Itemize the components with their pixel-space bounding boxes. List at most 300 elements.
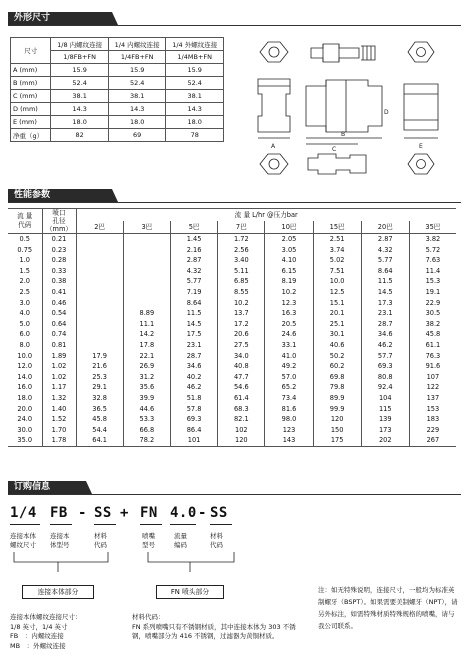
flow-value-cell xyxy=(76,245,123,256)
flow-value-cell xyxy=(123,266,170,277)
flow-table-row xyxy=(8,351,456,362)
flow-value-cell: 11.4 xyxy=(425,266,441,275)
flow-value-cell: 79.8 xyxy=(313,382,361,393)
flow-value-cell: 24.6 xyxy=(265,329,313,340)
flow-value-cell: 40.6 xyxy=(313,340,361,351)
flow-value-cell: 80.8 xyxy=(361,372,409,383)
flow-value-cell: 120 xyxy=(313,414,361,425)
nozzle-front-view-1 xyxy=(258,79,290,132)
flow-value-cell: 29.1 xyxy=(76,382,123,393)
flow-value-cell: 15.1 xyxy=(313,298,361,309)
flow-code-cell: 16.0 xyxy=(8,382,42,393)
box-body-part: 连接本体部分 xyxy=(22,585,94,599)
flow-value-cell: 45.8 xyxy=(425,330,441,339)
orifice-cell: 1.70 xyxy=(42,425,76,436)
dim-cell: 38.1 xyxy=(166,90,224,103)
flow-value-cell xyxy=(76,287,123,298)
flow-value-cell: 104 xyxy=(361,393,409,404)
orifice-cell: 0.23 xyxy=(42,245,76,256)
orifice-cell: 0.38 xyxy=(42,276,76,287)
flow-value-cell: 57.8 xyxy=(170,404,217,415)
flow-code-cell: 20.0 xyxy=(8,404,42,415)
flow-value-cell: 7.19 xyxy=(170,287,217,298)
flow-value-cell: 5.77 xyxy=(361,255,409,266)
flow-code-cell: 2.0 xyxy=(8,276,42,287)
flow-value-cell: 5.72 xyxy=(425,245,441,254)
dim-row-label: A (mm) xyxy=(11,64,51,77)
orifice-cell: 0.74 xyxy=(42,329,76,340)
flow-value-cell: 5.02 xyxy=(313,255,361,266)
order-label: 喷嘴 型号 xyxy=(142,532,155,549)
flow-value-cell: 38.2 xyxy=(425,319,441,328)
pressure-header: 20巴 xyxy=(361,221,409,234)
flow-value-cell: 25.1 xyxy=(313,319,361,330)
flow-code-cell: 12.0 xyxy=(8,361,42,372)
pressure-header: 2巴 xyxy=(76,221,123,234)
dim-table-row xyxy=(11,90,224,103)
flow-value-cell: 8.55 xyxy=(218,287,265,298)
flow-code-cell: 24.0 xyxy=(8,414,42,425)
dim-cell: 14.3 xyxy=(51,103,109,116)
flow-code-cell: 4.0 xyxy=(8,308,42,319)
flow-value-cell: 6.85 xyxy=(218,276,265,287)
pressure-header: 3巴 xyxy=(123,221,170,234)
flow-value-cell: 16.3 xyxy=(265,308,313,319)
flow-table-row xyxy=(8,393,456,404)
flow-table-row xyxy=(8,414,456,425)
flow-table-row xyxy=(8,266,456,277)
flow-value-cell: 183 xyxy=(426,415,440,424)
flow-value-cell: 3.05 xyxy=(265,245,313,256)
flow-value-cell: 54.4 xyxy=(76,425,123,436)
dim-table-row xyxy=(11,77,224,90)
flow-value-cell: 11.5 xyxy=(170,308,217,319)
flow-value-cell: 10.2 xyxy=(265,287,313,298)
section-header-dimensions xyxy=(8,12,112,25)
flow-value-cell: 173 xyxy=(361,425,409,436)
flow-table-row xyxy=(8,382,456,393)
material-code-info xyxy=(132,613,304,642)
dim-cell: 69 xyxy=(108,129,166,142)
flow-value-cell xyxy=(76,340,123,351)
flow-value-cell xyxy=(123,255,170,266)
pressure-header: 15巴 xyxy=(313,221,361,234)
dim-row-label: 净重（g） xyxy=(11,129,51,142)
flow-value-cell: 32.8 xyxy=(76,393,123,404)
flow-value-cell: 10.2 xyxy=(218,298,265,309)
dim-cell: 52.4 xyxy=(166,77,224,90)
flow-value-cell: 64.1 xyxy=(76,435,123,446)
flow-code-cell: 30.0 xyxy=(8,425,42,436)
flow-value-cell xyxy=(123,245,170,256)
orifice-cell: 1.17 xyxy=(42,382,76,393)
flow-value-cell: 122 xyxy=(426,383,440,392)
flow-value-cell: 26.9 xyxy=(123,361,170,372)
flow-value-cell: 34.0 xyxy=(218,351,265,362)
flow-value-cell: 89.9 xyxy=(313,393,361,404)
orifice-cell: 0.21 xyxy=(42,234,76,245)
flow-value-cell xyxy=(123,276,170,287)
flow-value-cell: 73.4 xyxy=(265,393,313,404)
flow-value-cell: 41.0 xyxy=(265,351,313,362)
flow-value-cell xyxy=(76,276,123,287)
flow-code-cell: 2.5 xyxy=(8,287,42,298)
flow-table-row xyxy=(8,329,456,340)
flow-value-cell: 123 xyxy=(265,425,313,436)
orifice-cell: 0.64 xyxy=(42,319,76,330)
flow-table-row xyxy=(8,245,456,256)
dim-table-row xyxy=(11,103,224,116)
flow-value-cell: 3.74 xyxy=(313,245,361,256)
flow-table-row xyxy=(8,404,456,415)
flow-value-cell: 2.51 xyxy=(313,234,361,245)
flow-value-cell: 34.6 xyxy=(361,329,409,340)
dim-cell: 15.9 xyxy=(51,64,109,77)
flow-value-cell xyxy=(76,255,123,266)
col-header-orifice: 喷口 孔径 （mm） xyxy=(42,209,76,234)
orifice-cell: 0.46 xyxy=(42,298,76,309)
body-thread-title: 连接本体螺纹连接尺寸： xyxy=(10,613,82,621)
order-label: 连接本 体型号 xyxy=(50,532,70,549)
dim-table-row xyxy=(11,64,224,77)
nozzle-long-view-1 xyxy=(306,80,382,132)
flow-value-cell xyxy=(76,319,123,330)
body-thread-info xyxy=(10,613,120,651)
flow-code-cell: 0.75 xyxy=(8,245,42,256)
section-divider xyxy=(8,494,461,495)
flow-code-cell: 8.0 xyxy=(8,340,42,351)
flow-value-cell: 102 xyxy=(218,425,265,436)
flow-code-cell: 10.0 xyxy=(8,351,42,362)
flow-value-cell: 150 xyxy=(313,425,361,436)
flow-value-cell: 46.2 xyxy=(361,340,409,351)
order-underline xyxy=(210,524,232,525)
dim-row-label: D (mm) xyxy=(11,103,51,116)
flow-value-cell: 21.6 xyxy=(76,361,123,372)
dim-cell: 38.1 xyxy=(51,90,109,103)
flow-table-row xyxy=(8,287,456,298)
flow-table-row xyxy=(8,255,456,266)
pressure-header: 7巴 xyxy=(218,221,265,234)
dim-table-row xyxy=(11,129,224,142)
flow-value-cell: 30.5 xyxy=(425,309,441,318)
flow-value-cell xyxy=(76,329,123,340)
flow-value-cell: 137 xyxy=(426,393,440,402)
flow-value-cell: 28.7 xyxy=(361,319,409,330)
flow-code-cell: 1.0 xyxy=(8,255,42,266)
order-part-dash: - xyxy=(198,505,207,521)
flow-value-cell: 12.3 xyxy=(265,298,313,309)
flow-value-cell: 8.89 xyxy=(123,308,170,319)
flow-value-cell: 51.8 xyxy=(170,393,217,404)
flow-value-cell: 175 xyxy=(313,435,361,446)
flow-value-cell: 86.4 xyxy=(170,425,217,436)
dim-col-subheader: 1/4MB+FN xyxy=(166,51,224,64)
flow-value-cell: 2.87 xyxy=(361,234,409,245)
flow-value-cell: 5.11 xyxy=(218,266,265,277)
flow-value-cell xyxy=(123,234,170,245)
flow-value-cell: 76.3 xyxy=(425,351,441,360)
flow-value-cell xyxy=(123,298,170,309)
order-part-flow: 4.0 xyxy=(170,505,197,521)
flow-value-cell xyxy=(123,287,170,298)
flow-value-cell: 1.72 xyxy=(218,234,265,245)
flow-value-cell: 14.5 xyxy=(361,287,409,298)
orifice-cell: 0.28 xyxy=(42,255,76,266)
order-part-dash: - xyxy=(78,505,87,521)
flow-value-cell: 20.6 xyxy=(218,329,265,340)
flow-code-cell: 1.5 xyxy=(8,266,42,277)
flow-value-cell: 139 xyxy=(361,414,409,425)
flow-value-cell: 120 xyxy=(218,435,265,446)
dim-cell: 14.3 xyxy=(108,103,166,116)
flow-value-cell: 6.15 xyxy=(265,266,313,277)
flow-value-cell: 7.63 xyxy=(425,256,441,265)
flow-table-row xyxy=(8,308,456,319)
orifice-cell: 1.89 xyxy=(42,351,76,362)
dim-cell: 15.9 xyxy=(166,64,224,77)
flow-value-cell: 17.2 xyxy=(218,319,265,330)
flow-value-cell: 36.5 xyxy=(76,404,123,415)
flow-value-cell: 8.64 xyxy=(170,298,217,309)
flow-value-cell: 92.4 xyxy=(361,382,409,393)
flow-value-cell: 14.2 xyxy=(123,329,170,340)
section-divider xyxy=(8,25,461,26)
flow-value-cell: 69.3 xyxy=(170,414,217,425)
flow-value-cell: 7.51 xyxy=(313,266,361,277)
flow-value-cell: 10.0 xyxy=(313,276,361,287)
flow-value-cell: 14.5 xyxy=(170,319,217,330)
flow-value-cell: 91.6 xyxy=(425,362,441,371)
order-label: 材料 代码 xyxy=(94,532,107,549)
dim-col-header: 1/8 内螺纹连接 xyxy=(51,38,109,51)
flow-code-cell: 0.5 xyxy=(8,234,42,245)
dim-row-label: B (mm) xyxy=(11,77,51,90)
dim-row-label: C (mm) xyxy=(11,90,51,103)
flow-value-cell: 98.0 xyxy=(265,414,313,425)
flow-value-cell: 13.7 xyxy=(218,308,265,319)
flow-code-cell: 35.0 xyxy=(8,435,42,446)
flow-value-cell: 17.8 xyxy=(123,340,170,351)
material-code-text: FN 系列喷嘴只有不锈钢材质，其中连接本体为 303 不锈钢，喷嘴部分为 416 不锈钢，过滤器为黄铜材质。 xyxy=(132,622,296,640)
orifice-cell: 1.32 xyxy=(42,393,76,404)
flow-value-cell: 19.1 xyxy=(425,287,441,296)
flow-value-cell: 115 xyxy=(361,404,409,415)
flow-value-cell: 34.6 xyxy=(170,361,217,372)
body-thread-line: FB ：内螺纹连接 xyxy=(10,632,64,640)
section-title: 外形尺寸 xyxy=(14,13,51,23)
flow-value-cell: 69.8 xyxy=(313,372,361,383)
flow-value-cell xyxy=(76,308,123,319)
order-note: 注：如无特殊说明，连接尺寸，一般均为标准英制螺牙（BSPT）。如果需要美制螺牙（NPT），请另外标注，如需特殊材质特殊规格的喷嘴，请与我公司联系。 xyxy=(318,586,458,630)
flow-value-cell: 50.2 xyxy=(313,351,361,362)
order-underline xyxy=(10,524,40,525)
flow-value-cell: 1.45 xyxy=(170,234,217,245)
flow-value-cell: 46.2 xyxy=(170,382,217,393)
dim-cell: 18.0 xyxy=(108,116,166,129)
flow-value-cell: 153 xyxy=(426,404,440,413)
order-bracket-lines xyxy=(8,552,248,572)
flow-table-row xyxy=(8,234,456,245)
flow-value-cell: 31.2 xyxy=(123,372,170,383)
flow-value-cell: 68.3 xyxy=(218,404,265,415)
nozzle-drawings xyxy=(236,34,462,184)
dim-col-header: 1/4 内螺纹连接 xyxy=(108,38,166,51)
pressure-header: 5巴 xyxy=(170,221,217,234)
order-part-material: SS xyxy=(94,505,112,521)
section-divider xyxy=(8,202,461,203)
body-thread-line: 1/8 英寸，1/4 英寸 xyxy=(10,622,68,631)
flow-table-row xyxy=(8,276,456,287)
flow-value-cell: 39.9 xyxy=(123,393,170,404)
order-underline xyxy=(50,524,72,525)
section-header-ordering xyxy=(8,481,86,494)
pressure-header: 10巴 xyxy=(265,221,313,234)
order-part-plus: + xyxy=(120,505,129,521)
box-nozzle-part: FN 喷头部分 xyxy=(156,585,224,599)
section-title: 订购信息 xyxy=(14,482,51,492)
flow-value-cell: 66.8 xyxy=(123,425,170,436)
dim-col-subheader: 1/4FB+FN xyxy=(108,51,166,64)
dim-cell: 15.9 xyxy=(108,64,166,77)
flow-value-cell: 57.7 xyxy=(361,351,409,362)
svg-text:B: B xyxy=(341,131,346,138)
flow-value-cell: 35.6 xyxy=(123,382,170,393)
flow-table-row xyxy=(8,372,456,383)
flow-code-cell: 18.0 xyxy=(8,393,42,404)
nozzle-side-view-1 xyxy=(311,44,359,62)
svg-text:E: E xyxy=(419,143,423,150)
flow-value-cell: 54.6 xyxy=(218,382,265,393)
flow-value-cell: 4.10 xyxy=(265,255,313,266)
dim-cell: 18.0 xyxy=(51,116,109,129)
dim-cell: 18.0 xyxy=(166,116,224,129)
flow-value-cell: 101 xyxy=(170,435,217,446)
flow-value-cell: 202 xyxy=(361,435,409,446)
flow-value-cell: 61.4 xyxy=(218,393,265,404)
flow-code-cell: 6.0 xyxy=(8,329,42,340)
flow-value-cell: 22.1 xyxy=(123,351,170,362)
svg-text:C: C xyxy=(332,146,337,153)
flow-value-cell: 27.5 xyxy=(218,340,265,351)
flow-value-cell: 60.2 xyxy=(313,361,361,372)
flow-value-cell: 15.3 xyxy=(425,277,441,286)
pressure-header: 35巴 xyxy=(409,221,456,234)
orifice-cell: 0.41 xyxy=(42,287,76,298)
orifice-cell: 0.81 xyxy=(42,340,76,351)
flow-value-cell: 229 xyxy=(426,425,440,434)
flow-value-cell: 28.7 xyxy=(170,351,217,362)
flow-value-cell: 25.3 xyxy=(76,372,123,383)
order-part-material: SS xyxy=(210,505,228,521)
col-header-flow: 流 量 L/hr @压力bar xyxy=(234,210,298,219)
flow-code-cell: 14.0 xyxy=(8,372,42,383)
flow-value-cell: 23.1 xyxy=(170,340,217,351)
order-part-size: 1/4 xyxy=(10,505,37,521)
dim-header-label: 尺寸 xyxy=(11,38,51,64)
order-label: 连接本体 螺纹尺寸 xyxy=(10,532,36,549)
nozzle-side-view-2 xyxy=(308,154,366,174)
section-header-performance xyxy=(8,189,112,202)
flow-value-cell: 61.1 xyxy=(425,340,441,349)
order-underline xyxy=(170,524,196,525)
flow-code-cell: 3.0 xyxy=(8,298,42,309)
dim-table-row xyxy=(11,116,224,129)
dim-col-header: 1/4 外螺纹连接 xyxy=(166,38,224,51)
flow-value-cell: 2.16 xyxy=(170,245,217,256)
svg-text:D: D xyxy=(384,109,389,116)
orifice-cell: 1.40 xyxy=(42,404,76,415)
flow-value-cell: 3.40 xyxy=(218,255,265,266)
flow-value-cell: 107 xyxy=(426,372,440,381)
flow-value-cell: 11.1 xyxy=(123,319,170,330)
dim-cell: 82 xyxy=(51,129,109,142)
flow-value-cell: 2.56 xyxy=(218,245,265,256)
flow-value-cell: 22.9 xyxy=(425,298,441,307)
orifice-cell: 1.02 xyxy=(42,372,76,383)
flow-value-cell: 99.9 xyxy=(313,404,361,415)
flow-value-cell: 81.6 xyxy=(265,404,313,415)
flow-table-row xyxy=(8,361,456,372)
flow-table-row xyxy=(8,425,456,436)
order-label: 材料 代码 xyxy=(210,532,223,549)
flow-value-cell: 78.2 xyxy=(123,435,170,446)
flow-table-row xyxy=(8,435,456,446)
flow-value-cell: 17.3 xyxy=(361,298,409,309)
flow-value-cell: 11.5 xyxy=(361,276,409,287)
dim-cell: 38.1 xyxy=(108,90,166,103)
flow-value-cell: 143 xyxy=(265,435,313,446)
order-part-nozzle: FN xyxy=(140,505,158,521)
flow-table-row xyxy=(8,340,456,351)
flow-value-cell: 23.1 xyxy=(361,308,409,319)
flow-value-cell xyxy=(76,266,123,277)
order-underline xyxy=(94,524,116,525)
orifice-cell: 1.02 xyxy=(42,361,76,372)
flow-value-cell: 4.32 xyxy=(361,245,409,256)
dim-cell: 78 xyxy=(166,129,224,142)
flow-code-cell: 5.0 xyxy=(8,319,42,330)
flow-value-cell: 45.8 xyxy=(76,414,123,425)
flow-value-cell: 69.3 xyxy=(361,361,409,372)
orifice-cell: 0.54 xyxy=(42,308,76,319)
order-label: 流量 编码 xyxy=(174,532,187,549)
flow-value-cell: 2.87 xyxy=(170,255,217,266)
flow-value-cell: 49.2 xyxy=(265,361,313,372)
flow-value-cell: 65.2 xyxy=(265,382,313,393)
flow-value-cell: 17.9 xyxy=(76,351,123,362)
orifice-cell: 1.78 xyxy=(42,435,76,446)
flow-value-cell: 267 xyxy=(426,436,440,445)
dim-col-subheader: 1/8FB+FN xyxy=(51,51,109,64)
dim-cell: 52.4 xyxy=(51,77,109,90)
flow-value-cell: 12.5 xyxy=(313,287,361,298)
dimension-table xyxy=(10,37,224,142)
flow-value-cell: 3.82 xyxy=(425,235,441,243)
orifice-cell: 0.33 xyxy=(42,266,76,277)
flow-value-cell: 57.0 xyxy=(265,372,313,383)
flow-value-cell: 20.1 xyxy=(313,308,361,319)
flow-value-cell: 17.5 xyxy=(170,329,217,340)
body-thread-line: MB ：外螺纹连接 xyxy=(10,641,66,650)
flow-value-cell: 33.1 xyxy=(265,340,313,351)
flow-value-cell: 53.3 xyxy=(123,414,170,425)
col-header-flow-code: 流 量 代码 xyxy=(8,209,42,234)
dim-cell: 52.4 xyxy=(108,77,166,90)
dim-cell: 14.3 xyxy=(166,103,224,116)
hex-top-view xyxy=(260,42,288,62)
flow-value-cell: 40.2 xyxy=(170,372,217,383)
